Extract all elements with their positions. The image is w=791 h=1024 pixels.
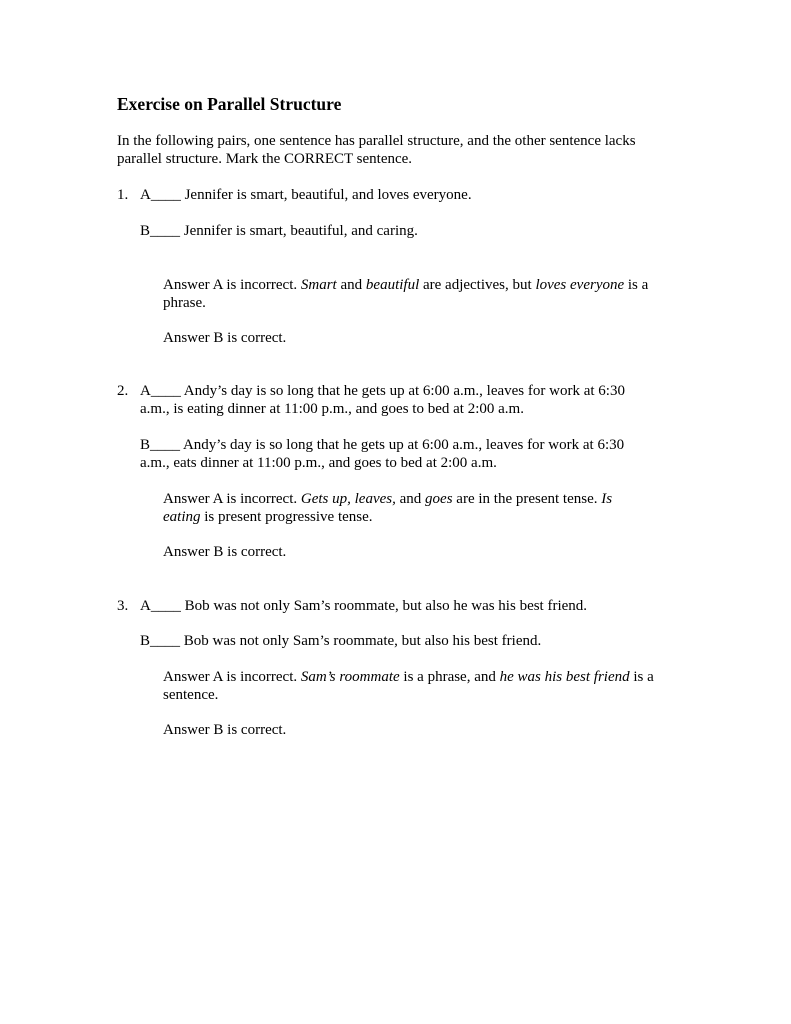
verdict: Answer B is correct. [163, 544, 287, 560]
explanation-italic-term: he was his best friend [499, 669, 630, 685]
item-number: 2. [117, 383, 129, 399]
explanation-italic-term: Sam’s roommate [300, 669, 400, 685]
explanation-text: Answer A is incorrect. [163, 491, 301, 507]
explanation-italic-term: Is eating [163, 491, 613, 525]
explanation-text: Answer A is incorrect. [163, 277, 301, 293]
option-a-text: Andy’s day is so long that he gets up at 6:00 a.m., leaves for work at 6:30 a.m., is eating dinner at 11:00 p.m., and goes to bed at 2:00 a.m. [140, 383, 625, 417]
verdict: Answer B is correct. [163, 330, 287, 346]
option-b [140, 632, 541, 650]
explanation-text: and [395, 491, 426, 507]
explanation-text: is present progressive tense. [200, 509, 373, 525]
option-a-label: A____ [140, 383, 181, 399]
option-b-label: B____ [140, 437, 181, 453]
instructions: In the following pairs, one sentence has parallel structure, and the other sentence lacks parallel structure. Mark the CORRECT sentence. [117, 133, 636, 167]
option-a [140, 382, 650, 418]
explanation-text: is a phrase. [163, 277, 649, 311]
explanation-italic-term: loves everyone [535, 277, 625, 293]
explanation-text: is a sentence. [163, 669, 654, 703]
explanation [163, 276, 673, 312]
option-a [140, 186, 472, 204]
verdict: Answer B is correct. [163, 722, 287, 738]
explanation-italic-term: Gets up, leaves, [300, 491, 396, 507]
explanation-text: and [336, 277, 366, 293]
option-b-text: Bob was not only Sam’s roommate, but also his best friend. [183, 633, 542, 649]
option-a [140, 597, 587, 615]
option-b-text: Andy’s day is so long that he gets up at 6:00 a.m., leaves for work at 6:30 a.m., eats dinner at 11:00 p.m., and goes to bed at 2:00 a.m. [140, 437, 625, 471]
item-number: 1. [117, 187, 129, 203]
explanation [163, 668, 678, 704]
explanation-text: Answer A is incorrect. [163, 669, 301, 685]
option-a-text: Bob was not only Sam’s roommate, but also he was his best friend. [184, 598, 588, 614]
option-b [140, 436, 650, 472]
explanation-text: are in the present tense. [452, 491, 602, 507]
option-a-text: Jennifer is smart, beautiful, and loves everyone. [184, 187, 472, 203]
explanation-text: is a phrase, and [399, 669, 500, 685]
option-a-label: A____ [140, 598, 181, 614]
item-number: 3. [117, 598, 129, 614]
option-a-label: A____ [140, 187, 181, 203]
option-b [140, 222, 418, 240]
explanation-italic-term: goes [425, 491, 453, 507]
explanation-text: are adjectives, but [419, 277, 536, 293]
option-b-label: B____ [140, 633, 181, 649]
option-b-label: B____ [140, 223, 181, 239]
explanation-italic-term: Smart [300, 277, 337, 293]
option-b-text: Jennifer is smart, beautiful, and caring. [183, 223, 418, 239]
explanation [163, 490, 643, 526]
explanation-italic-term: beautiful [365, 277, 420, 293]
page-title: Exercise on Parallel Structure [117, 94, 342, 114]
